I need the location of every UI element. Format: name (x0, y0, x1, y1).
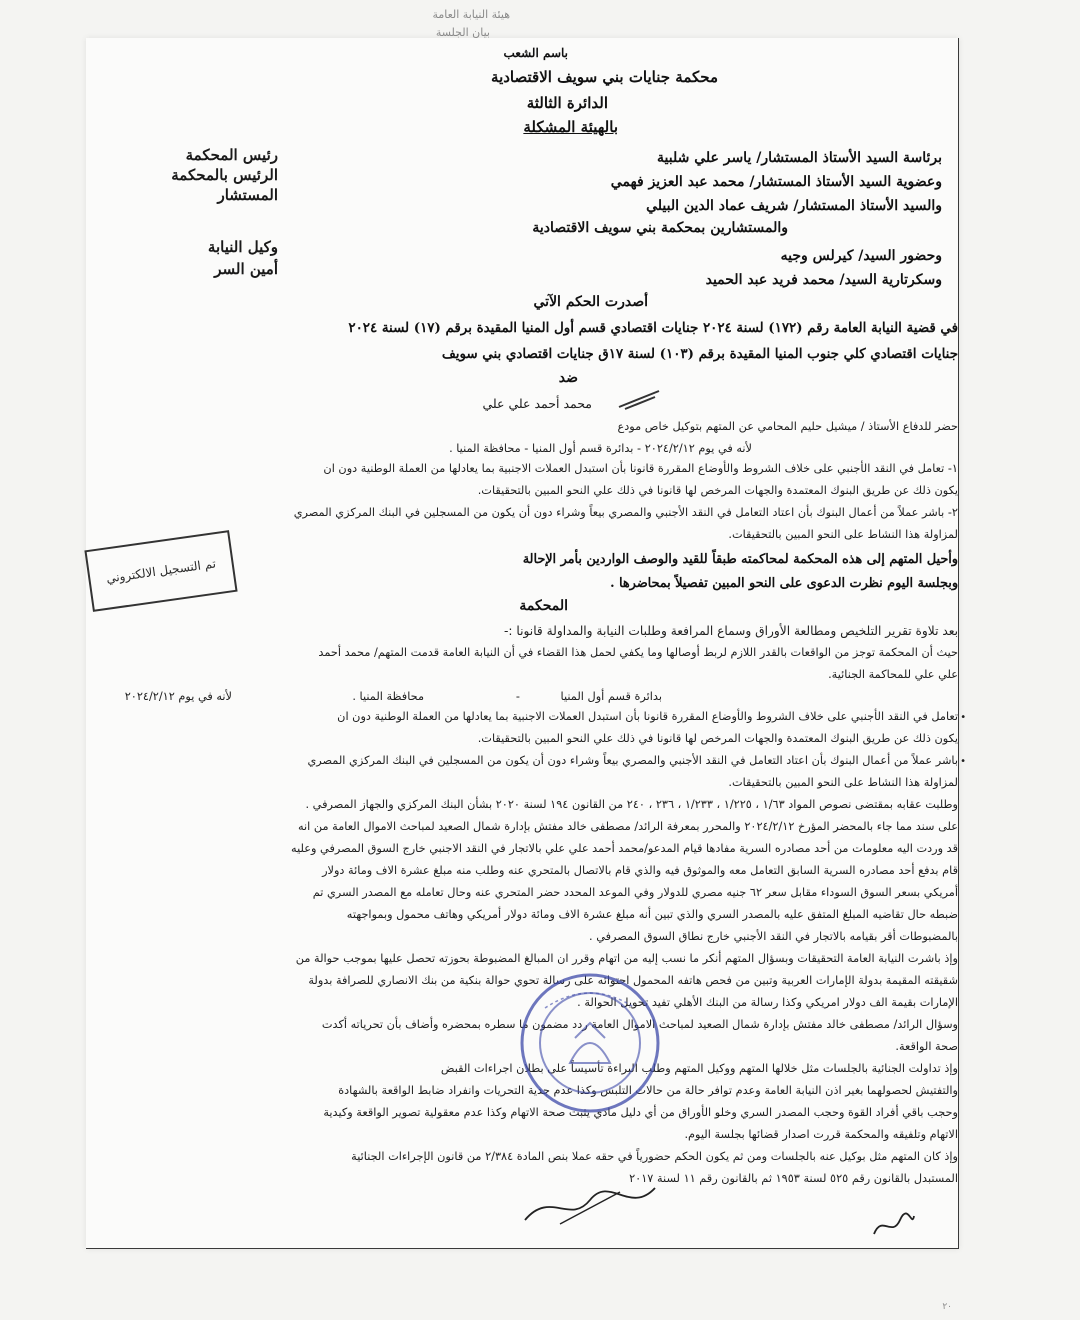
court-seal-stamp (515, 968, 665, 1118)
bullet-dot: • (960, 712, 966, 723)
defense-para-c: وحجب باقي أفراد القوة وحجب المصدر السري وخلو الأوراق من أي دليل مادي يثبت صحة الاتهام وكذا عدم معقولية تصوير الواقعة وكيدية (323, 1106, 958, 1119)
officer-para-a: وسؤال الرائد/ مصطفى خالد مفتش بإدارة شمال الصعيد لمباحث الاموال العامة ردد مضمون ما سطره بمحضره وأضاف بأن تحرياته أكدت (321, 1018, 958, 1031)
charge-date: لأنه في يوم ٢٠٢٤/٢/١٢ (124, 690, 232, 703)
presence-para-b: المستبدل بالقانون رقم ٥٢٥ لسنة ١٩٥٣ ثم بالقانون رقم ١١ لسنة ٢٠١٧ (629, 1172, 958, 1185)
bullet-charge-2a-text: باشر عملاً من أعمال البنوك بأن اعتاد التعامل في النقد الأجنبي والمصري بيعاً وشراء دون أن يكون من المسجلين في البنك المركزي المصري (307, 754, 958, 767)
facts-para-1b: علي علي للمحاكمة الجنائية. (828, 668, 958, 681)
charge-1b: يكون ذلك عن طريق البنوك المعتمدة والجهات المرخص لها قانونا في ذلك علي النحو المبين بالتحقيقات. (477, 484, 958, 497)
registration-stamp-text: تم التسجيل الالكتروني (105, 556, 217, 586)
report-para-e: ضبطه حال تقاضيه المبلغ المتفق عليه بالمصدر السري والذي تبين أنه مبلغ عشرة الاف ومائة دولار أمريكي وهاتف محمول وبمواجهته (346, 908, 958, 921)
case-line-2: جنايات اقتصادي كلي جنوب المنيا المقيدة برقم (١٠٣) لسنة ١٧ق جنايات اقتصادي بني سويف (441, 346, 958, 362)
charge-department: بدائرة قسم أول المنيا (560, 690, 662, 703)
initials-signature (868, 1208, 918, 1242)
hearing-statement: وبجلسة اليوم نظرت الدعوى على النحو المبين تفصيلاً بمحاضرها . (610, 576, 958, 591)
defense-attendance: حضر للدفاع الأستاذ / ميشيل حليم المحامي عن المتهم بتوكيل خاص مودع (617, 420, 958, 433)
bullet-charge-1b: يكون ذلك عن طريق البنوك المعتمدة والجهات المرخص لها قانونا في ذلك علي النحو المبين بالتحقيقات. (477, 732, 958, 745)
panel-secretary: وسكرتارية السيد/ محمد فريد عبد الحميد (705, 272, 942, 288)
judgment-issued: أصدرت الحكم الآتي (533, 294, 648, 310)
panel-member-2: والسيد الأستاذ المستشار/ شريف عماد الدين البيلي (646, 198, 942, 214)
defense-para-d: الاتهام وتلفيقه والمحكمة قررت اصدار قضائها بجلسة اليوم. (684, 1128, 958, 1141)
dash: - (515, 690, 520, 703)
defense-para-a: وإذ تداولت الجنائية بالجلسات مثل خلالها المتهم ووكيل المتهم وطلب البراءة تأسيساً على بطلان اجراءات القبض (440, 1062, 958, 1075)
bench-title: بالهيئة المشكلة (523, 118, 618, 136)
facts-para-1a: حيث أن المحكمة توجز من الواقعات بالقدر اللازم لربط أوصالها وما يكفي لحمل هذا القضاء في أن النيابة العامة قدمت المتهم/ محمد أحمد (318, 646, 958, 659)
panel-presided: برئاسة السيد الأستاذ المستشار/ ياسر علي شلبية (657, 150, 942, 166)
role-clerk: أمين السر (214, 260, 278, 278)
court-name: محكمة جنايات بني سويف الاقتصادية (491, 68, 718, 86)
bullet-charge-1a (337, 710, 966, 723)
panel-councillors: والمستشارين بمحكمة بني سويف الاقتصادية (532, 220, 788, 236)
panel-member-1: وعضوية السيد الأستاذ المستشار/ محمد عبد العزيز فهمي (610, 174, 942, 190)
report-para-b: قد وردت اليه معلومات من أحد مصادره السرية مفادها قيام المدعو/محمد أحمد علي علي بالاتجار في النقد الاجنبي خارج السوق المصرفي وعليه (291, 842, 958, 855)
bullet-dot: • (960, 756, 966, 767)
charge-2b: لمزاولة هذا النشاط على النحو المبين بالتحقيقات. (728, 528, 958, 541)
in-the-name-of-people: باسم الشعب (503, 46, 568, 60)
penalty-articles: وطلبت عقابه بمقتضى نصوص المواد ١/٦٣ ، ١/٢٢٥ ، ١/٢٣٣ ، ٢٣٦ ، ٢٤٠ من القانون ١٩٤ لسنة ٢٠٢٠ بشأن البنك المركزي والجهاز المصرفي . (305, 798, 958, 811)
judge-signature (520, 1180, 660, 1230)
role-president: رئيس المحكمة (185, 146, 278, 164)
bullet-charge-2b: لمزاولة هذا النشاط على النحو المبين بالتحقيقات. (728, 776, 958, 789)
page-footer-number: ٢٠ (942, 1302, 952, 1312)
investigation-para-c: الإمارات بقيمة الف دولار امريكي وكذا رسالة من البنك الأهلي تفيد تحويل الحوالة . (577, 996, 958, 1009)
top-faint-line-1: هيئة النيابة العامة (432, 8, 510, 21)
role-member: الرئيس بالمحكمة (171, 166, 278, 184)
defense-para-b: والتفتيش لحصولهما بغير اذن النيابة العامة وعدم توافر حالة من حالات التلبس وكذا عدم جدية التحريات وانفراد ضابط الواقعة بالشهادة (338, 1084, 958, 1097)
charge-2a: ٢- باشر عملاً من أعمال البنوك بأن اعتاد التعامل في النقد الأجنبي والمصري بيعاً وشراء دون أن يكون من المسجلين في البنك المركزي المصري (293, 506, 958, 519)
circuit-name: الدائرة الثالثة (526, 94, 608, 112)
against-label: ضد (558, 370, 578, 386)
report-para-a: على سند مما جاء بالمحضر المؤرخ ٢٠٢٤/٢/١٢ والمحرر بمعرفة الرائد/ مصطفى خالد مفتش بإدارة شمال الصعيد لمباحث الاموال العامة من انه (297, 820, 958, 833)
role-prosecutor: وكيل النيابة (207, 238, 278, 256)
report-para-c: قام بدفع أحد مصادره السرية السابق التعامل معه والموثوق فيه والذي قام بالاتصال بالمتحري عنه وطلب منه مبلغ عشرة الاف ومائة دولار (322, 864, 958, 877)
charge-1a: ١- تعامل في النقد الأجنبي على خلاف الشروط والأوضاع المقررة قانونا بأن استبدل العملات الاجنبية بما يعادلها من العملة الوطنية دون ان (323, 462, 958, 475)
panel-prosecutor: وحضور السيد/ كيرلس وجيه (780, 248, 942, 264)
role-councillor: المستشار (217, 186, 278, 204)
bullet-charge-2a (307, 754, 966, 767)
after-reading: بعد تلاوة تقرير التلخيص ومطالعة الأوراق وسماع المرافعة وطلبات النيابة والمداولة قانونا :- (504, 624, 958, 638)
report-para-f: بالمضبوطات أقر بقيامه بالاتجار في النقد الأجنبي خارج نطاق السوق المصرفي . (589, 930, 958, 943)
bullet-charge-1a-text: تعامل في النقد الأجنبي على خلاف الشروط والأوضاع المقررة قانونا بأن استبدل العملات الاجنبية بما يعادلها من العملة الوطنية دون ان (337, 710, 958, 723)
investigation-para-a: وإذ باشرت النيابة العامة التحقيقات وبسؤال المتهم أنكر ما نسب إليه من اتهام وقرر ان المبالغ المضبوطة بحوزته تحصل عليها بموجب حوالة من (295, 952, 958, 965)
court-section-heading: المحكمة (519, 598, 568, 614)
charge-intro: لأنه في يوم ٢٠٢٤/٢/١٢ - بدائرة قسم أول المنيا - محافظة المنيا . (449, 442, 752, 455)
top-faint-line-2: بيان الجلسة (435, 26, 490, 39)
case-line-1: في قضية النيابة العامة رقم (١٧٢) لسنة ٢٠٢٤ جنايات اقتصادي قسم أول المنيا المقيدة برقم (١٧) لسنة ٢٠٢٤ (348, 320, 958, 336)
defendant-signature-mark (615, 387, 665, 413)
report-para-d: أمريكي بسعر السوق السوداء مقابل سعر ٦٢ جنيه مصري للدولار وفي الموعد المحدد حضر المتحري عنه وحال تعامله مع المصدر السري تم (312, 886, 958, 899)
defendant-name: محمد أحمد علي علي (482, 396, 592, 411)
officer-para-b: صحة الواقعة. (895, 1040, 958, 1053)
presence-para-a: وإذ كان المتهم مثل بوكيل عنه بالجلسات ومن ثم يكون الحكم حضورياً في حقه عملا بنص المادة ٢/٣٨٤ من قانون الإجراءات الجنائية (351, 1150, 958, 1163)
investigation-para-b: شقيقته المقيمة بدولة الإمارات العربية وتبين من فحص هاتفه المحمول احتوائه على رسالة تحوي حوالة بنكية من بنك الانصاري للصرافة بدولة (308, 974, 958, 987)
charge-governorate: محافظة المنيا . (352, 690, 424, 703)
referral-statement: وأحيل المتهم إلى هذه المحكمة لمحاكمته طبقاً للقيد والوصف الواردين بأمر الإحالة (522, 552, 958, 567)
